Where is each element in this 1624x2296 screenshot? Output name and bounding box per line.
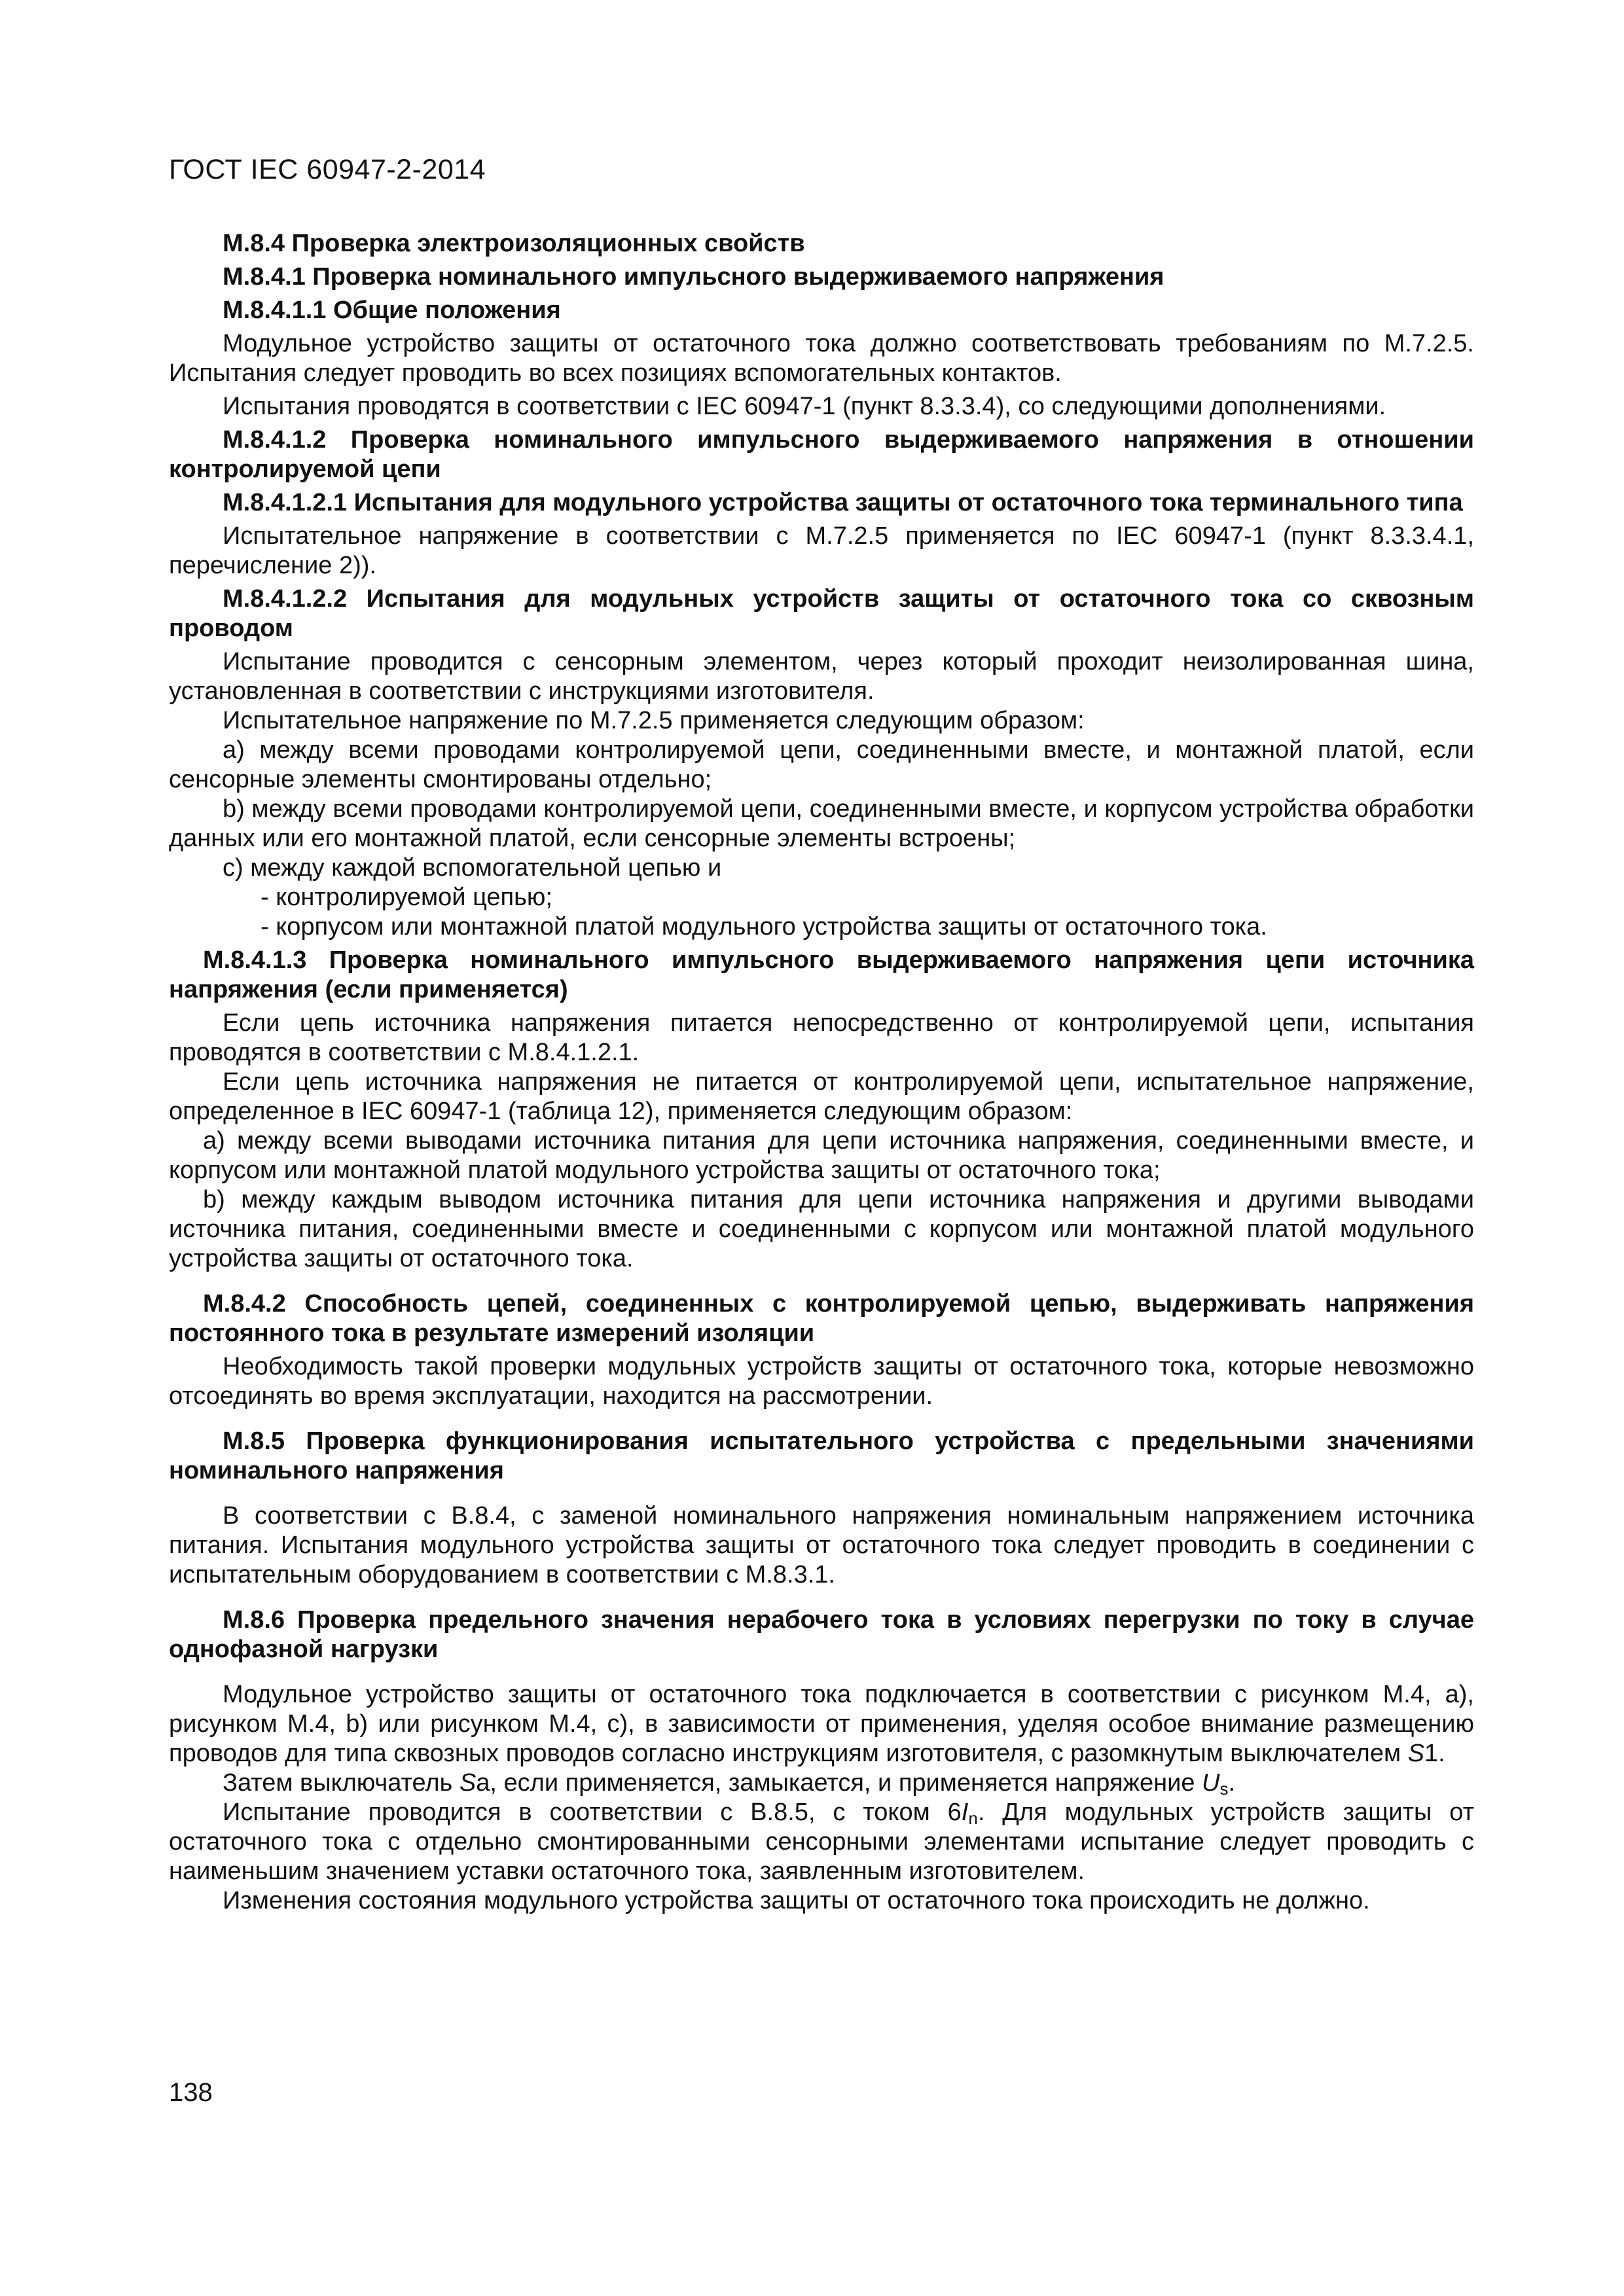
paragraph: Испытательное напряжение в соответствии с М.7.2.5 применяется по IEC 60947-1 (пункт 8.3.3.4.1, перечисление 2)). xyxy=(169,522,1474,579)
list-subitem: - контролируемой цепью; xyxy=(261,884,552,911)
list-item-c: с) между каждой вспомогательной цепью и xyxy=(223,854,722,882)
paragraph: Испытание проводится с сенсорным элементом, через который проходит неизолированная шина, установленная в соответствии с инструкциями изготовителя. xyxy=(169,648,1474,705)
page-number: 138 xyxy=(169,2078,213,2107)
list-item-a: а) между всеми выводами источника питания для цепи источника напряжения, соединенными вместе, и корпусом или монтажной платой модульного устройства защиты от остаточного тока; xyxy=(169,1127,1474,1184)
paragraph: Необходимость такой проверки модульных устройств защиты от остаточного тока, которые невозможно отсоединять во время эксплуатации, находится на рассмотрении. xyxy=(169,1353,1474,1410)
paragraph: В соответствии с В.8.4, с заменой номинального напряжения номинальным напряжением источника питания. Испытания модульного устройства защиты от остаточного тока следует проводить в соединении с испытательным оборудованием в соответствии с М.8.3.1. xyxy=(169,1502,1474,1588)
paragraph: Испытательное напряжение по М.7.2.5 применяется следующим образом: xyxy=(223,707,1085,734)
heading-m-8-4-1-2: М.8.4.1.2 Проверка номинального импульсного выдерживаемого напряжения в отношении контролируемой цепи xyxy=(169,426,1474,483)
list-item-b: b) между каждым выводом источника питания для цепи источника напряжения и другими выводами источника питания, соединенными вместе и соединенными с корпусом или монтажной платой модульного устройства защиты от остаточного тока. xyxy=(169,1186,1474,1272)
heading-m-8-4-1-3: М.8.4.1.3 Проверка номинального импульсного выдерживаемого напряжения цепи источника напряжения (если применяется) xyxy=(169,946,1474,1003)
heading-m-8-4: М.8.4 Проверка электроизоляционных свойств xyxy=(223,230,805,257)
list-item-a: а) между всеми проводами контролируемой цепи, соединенными вместе, и монтажной платой, если сенсорные элементы смонтированы отдельно; xyxy=(169,736,1474,793)
paragraph: Модульное устройство защиты от остаточного тока подключается в соответствии с рисунком М.4, а), рисунком М.4, b) или рисунком М.4, с), в зависимости от применения, уделяя особое внимание размещению проводов для типа сквозных проводов согласно инструкциям изготовителя, с разомкнутым выключателем S1. xyxy=(169,1681,1474,1767)
paragraph: Если цепь источника напряжения не питается от контролируемой цепи, испытательное напряжение, определенное в IEC 60947-1 (таблица 12), применяется следующим образом: xyxy=(169,1068,1474,1125)
paragraph: Затем выключатель Sa, если применяется, замыкается, и применяется напряжение $U_s$. xyxy=(223,1769,1236,1799)
paragraph: Модульное устройство защиты от остаточного тока должно соответствовать требованиям по М.7.2.5. Испытания следует проводить во всех позициях вспомогательных контактов. xyxy=(169,330,1474,387)
list-subitem: - корпусом или монтажной платой модульного устройства защиты от остаточного тока. xyxy=(261,913,1267,941)
heading-m-8-6: М.8.6 Проверка предельного значения нерабочего тока в условиях перегрузки по току в случае однофазной нагрузки xyxy=(169,1606,1474,1663)
paragraph: Испытания проводятся в соответствии с IEC 60947-1 (пункт 8.3.3.4), со следующими дополнениями. xyxy=(223,393,1386,420)
paragraph: Изменения состояния модульного устройства защиты от остаточного тока происходить не должно. xyxy=(223,1887,1370,1914)
list-item-b: b) между всеми проводами контролируемой цепи, соединенными вместе, и корпусом устройства обработки данных или его монтажной платой, если сенсорные элементы встроены; xyxy=(169,795,1474,852)
heading-m-8-4-2: М.8.4.2 Способность цепей, соединенных с контролируемой цепью, выдерживать напряжения постоянного тока в результате измерений изоляции xyxy=(169,1290,1474,1347)
paragraph: Испытание проводится в соответствии с В.8.5, с током $6I_n$. Для модульных устройств защиты от остаточного тока с отдельно смонтированными сенсорными элементами испытание следует проводить с наименьшим значением уставки остаточного тока, заявленным изготовителем. xyxy=(169,1799,1474,1885)
paragraph: Если цепь источника напряжения питается непосредственно от контролируемой цепи, испытания проводятся в соответствии с М.8.4.1.2.1. xyxy=(169,1009,1474,1066)
heading-m-8-5: М.8.5 Проверка функционирования испытательного устройства с предельными значениями номинального напряжения xyxy=(169,1427,1474,1484)
heading-m-8-4-1: М.8.4.1 Проверка номинального импульсного выдерживаемого напряжения xyxy=(223,263,1164,291)
heading-m-8-4-1-1: М.8.4.1.1 Общие положения xyxy=(223,296,561,324)
document-header: ГОСТ IEC 60947-2-2014 xyxy=(169,154,486,185)
heading-m-8-4-1-2-2: М.8.4.1.2.2 Испытания для модульных устройств защиты от остаточного тока со сквозным проводом xyxy=(169,585,1474,642)
heading-m-8-4-1-2-1: М.8.4.1.2.1 Испытания для модульного устройства защиты от остаточного тока терминального типа xyxy=(223,489,1463,516)
document-body xyxy=(169,229,1474,1916)
